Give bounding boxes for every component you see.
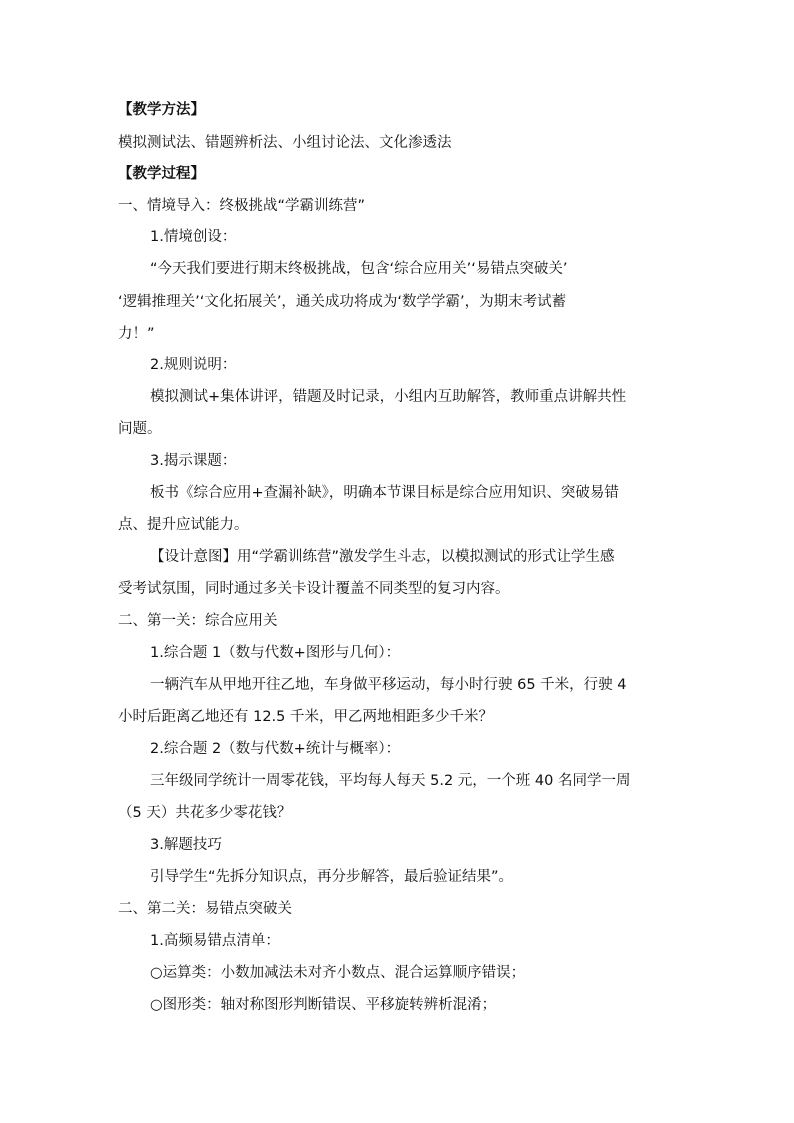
- paragraph-line: “今天我们要进行期末终极挑战，包含‘综合应用关’‘易错点突破关’: [150, 261, 568, 277]
- paragraph-line: 问题。: [118, 421, 162, 437]
- paragraph-line: （5 天）共花多少零花钱？: [118, 805, 292, 821]
- subheading-problem-2: 2.综合题 2（数与代数+统计与概率）：: [150, 741, 401, 757]
- list-item: ○运算类：小数加减法未对齐小数点、混合运算顺序错误；: [150, 965, 526, 981]
- list-item: ○图形类：轴对称图形判断错误、平移旋转辨析混淆；: [150, 997, 497, 1013]
- paragraph-line: 力！”: [118, 326, 155, 342]
- subheading-error-list: 1.高频易错点清单：: [150, 933, 280, 949]
- paragraph-line: 板书《综合应用+查漏补缺》，明确本节课目标是综合应用知识、突破易错: [150, 485, 619, 501]
- paragraph-line: 模拟测试+集体讲评，错题及时记录，小组内互助解答，教师重点讲解共性: [150, 389, 627, 405]
- paragraph-line: 一辆汽车从甲地开往乙地，车身做平移运动，每小时行驶 65 千米，行驶 4: [150, 677, 627, 693]
- paragraph-line: 小时后距离乙地还有 12.5 千米，甲乙两地相距多少千米？: [118, 709, 494, 725]
- section-heading-teaching-method: 【教学方法】: [118, 102, 205, 118]
- section-heading-intro: 一、情境导入：终极挑战“学霸训练营”: [118, 198, 366, 214]
- section-heading-level-2: 二、第二关：易错点突破关: [118, 901, 292, 917]
- paragraph-line: ‘逻辑推理关’‘文化拓展关’，通关成功将成为‘数学学霸’，为期末考试蓄: [118, 294, 567, 310]
- paragraph-line: 引导学生“先拆分知识点，再分步解答，最后验证结果”。: [150, 869, 514, 885]
- subheading-techniques: 3.解题技巧: [150, 837, 222, 853]
- paragraph-line: 模拟测试法、错题辨析法、小组讨论法、文化渗透法: [118, 135, 452, 151]
- paragraph-line: 【设计意图】用“学霸训练营”激发学生斗志，以模拟测试的形式让学生感: [150, 549, 615, 565]
- paragraph-line: 受考试氛围，同时通过多关卡设计覆盖不同类型的复习内容。: [118, 581, 510, 597]
- section-heading-level-1: 二、第一关：综合应用关: [118, 613, 278, 629]
- subheading-problem-1: 1.综合题 1（数与代数+图形与几何）：: [150, 645, 401, 661]
- subheading-topic: 3.揭示课题：: [150, 453, 237, 469]
- section-heading-teaching-process: 【教学过程】: [118, 166, 205, 182]
- subheading-rules: 2.规则说明：: [150, 357, 237, 373]
- paragraph-line: 三年级同学统计一周零花钱，平均每人每天 5.2 元，一个班 40 名同学一周: [150, 773, 631, 789]
- subheading-scenario: 1.情境创设：: [150, 229, 237, 245]
- paragraph-line: 点、提升应试能力。: [118, 517, 249, 533]
